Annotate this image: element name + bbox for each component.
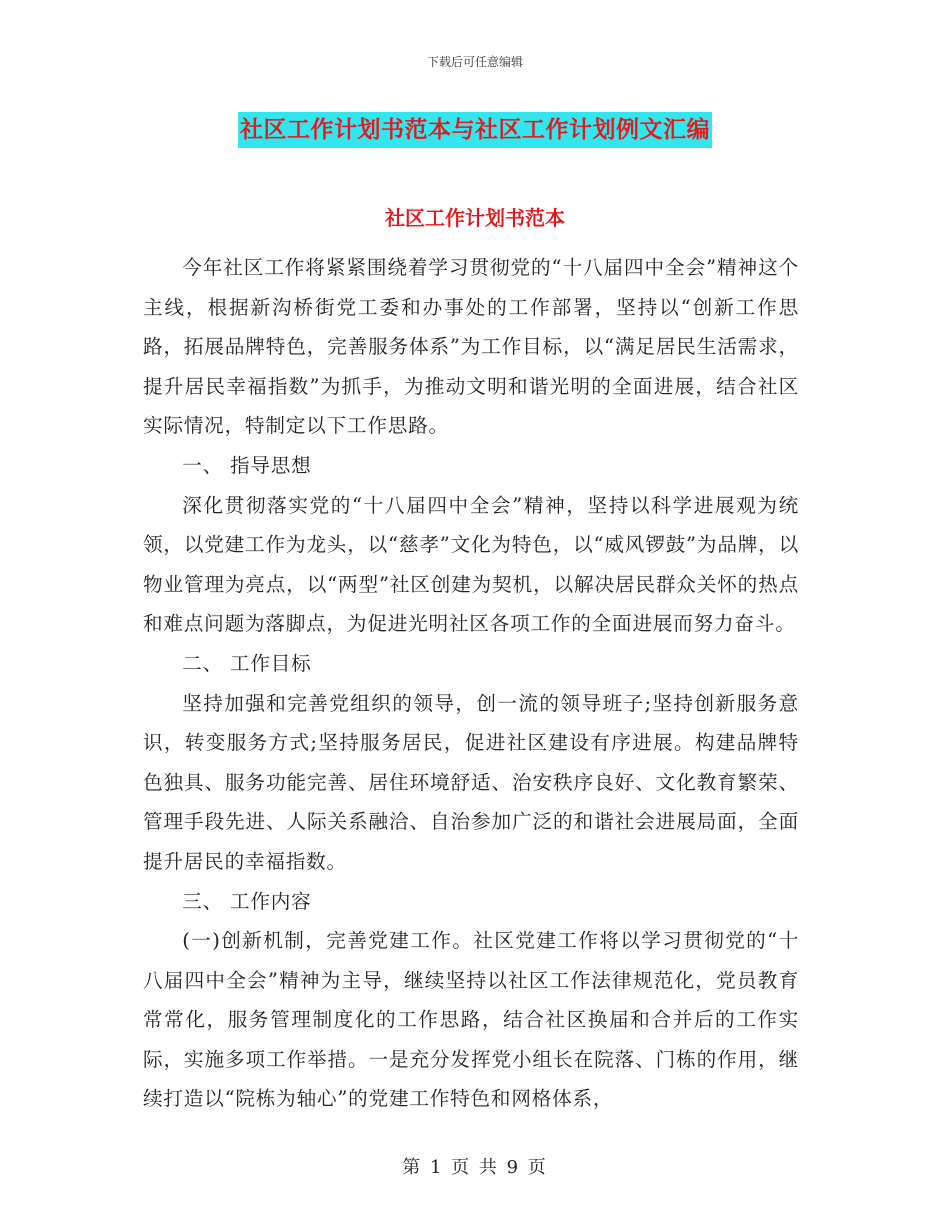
paragraph-work-content: (一)创新机制，完善党建工作。社区党建工作将以学习贯彻党的“十八届四中全会”精神为主导，继续坚持以社区工作法律规范化，党员教育常常化，服务管理制度化的工作思路，结合社区换届和合并后的工作实际，实施多项工作举措。一是充分发挥党小组长在院落、门栋的作用，继续打造以“院栋为轴心”的党建工作特色和网格体系， bbox=[143, 929, 799, 1111]
paragraph-intro: 今年社区工作将紧紧围绕着学习贯彻党的“十八届四中全会”精神这个主线，根据新沟桥街党工委和办事处的工作部署，坚持以“创新工作思路，拓展品牌特色，完善服务体系”为工作目标，以“满足居民生活需求，提升居民幸福指数”为抓手，为推动文明和谐光明的全面进展，结合社区实际情况，特制定以下工作思路。 bbox=[143, 256, 799, 438]
main-title-container bbox=[0, 112, 950, 148]
heading-guiding-ideology: 一、 指导思想 bbox=[182, 453, 312, 477]
section-title: 社区工作计划书范本 bbox=[385, 206, 565, 230]
header-note: 下载后可任意编辑 bbox=[426, 55, 523, 69]
main-title: 社区工作计划书范本与社区工作计划例文汇编 bbox=[238, 112, 712, 148]
heading-work-goals: 二、 工作目标 bbox=[182, 651, 312, 675]
page-number: 第 1 页 共 9 页 bbox=[402, 1157, 548, 1178]
paragraph-work-goals: 坚持加强和完善党组织的领导，创一流的领导班子;坚持创新服务意识，转变服务方式;坚持服务居民，促进社区建设有序进展。构建品牌特色独具、服务功能完善、居住环境舒适、治安秩序良好、文化教育繁荣、管理手段先进、人际关系融洽、自治参加广泛的和谐社会进展局面，全面提升居民的幸福指数。 bbox=[143, 691, 799, 873]
heading-work-content: 三、 工作内容 bbox=[182, 889, 312, 913]
document-body bbox=[143, 248, 799, 1119]
paragraph-guiding-ideology: 深化贯彻落实党的“十八届四中全会”精神，坚持以科学进展观为统领，以党建工作为龙头，以“慈孝”文化为特色，以“威风锣鼓”为品牌，以物业管理为亮点，以“两型”社区创建为契机，以解决居民群众关怀的热点和难点问题为落脚点，为促进光明社区各项工作的全面进展而努力奋斗。 bbox=[143, 493, 799, 636]
